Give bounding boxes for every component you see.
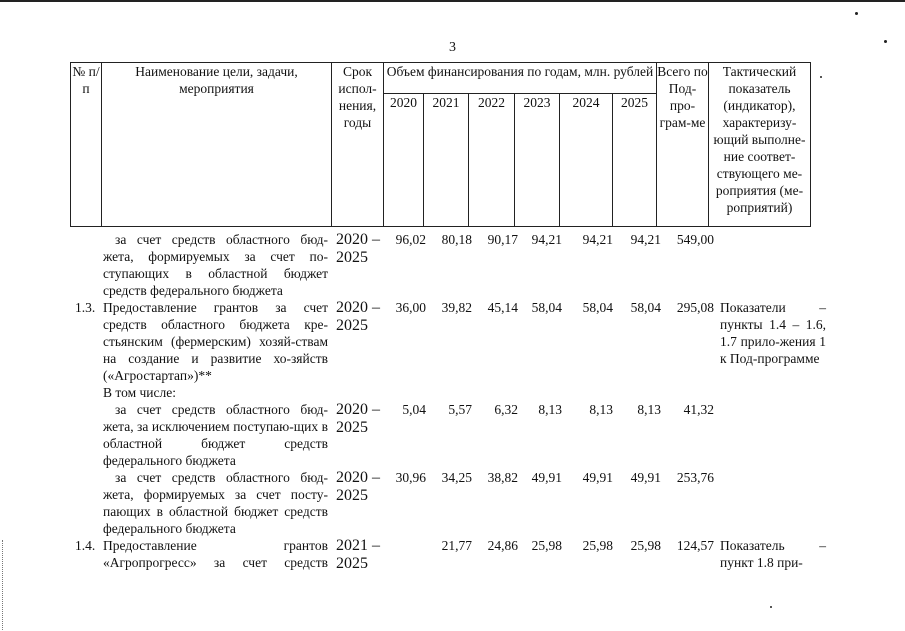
header-year: 2022: [469, 94, 515, 227]
header-table: [70, 62, 811, 227]
row-value-2023: 49,91: [531, 470, 562, 485]
header-name: Наименование цели, задачи, мероприятия: [102, 63, 332, 227]
row-value-2023: 58,04: [531, 300, 562, 315]
row-name: за счет средств областного бюд-жета, формируемых за счет по-ступающих в областной бюджет средств федерального бюджета: [103, 232, 328, 298]
row-value-2024: 94,21: [582, 232, 613, 247]
header-finance: Объем финансирования по годам, млн. рублей: [384, 63, 657, 94]
row-number: 1.3.: [75, 300, 96, 315]
header-no: № п/п: [71, 63, 102, 227]
row-value-2022: 24,86: [487, 538, 518, 553]
row-value-2020: 96,02: [395, 232, 426, 247]
page-number: 3: [449, 40, 456, 55]
row-name: Предоставление грантов «Агропрогресс» за счет средств: [103, 538, 328, 570]
row-value-2024: 58,04: [582, 300, 613, 315]
header-term: Срок испол-нения, годы: [332, 63, 384, 227]
row-term: 2020 – 2025: [336, 469, 380, 504]
row-value-2025: 49,91: [630, 470, 661, 485]
row-total: 124,57: [676, 538, 714, 553]
row-value-2023: 94,21: [531, 232, 562, 247]
row-value-2024: 49,91: [582, 470, 613, 485]
row-term: 2020 – 2025: [336, 299, 380, 334]
row-total: 295,08: [676, 300, 714, 315]
row-value-2022: 45,14: [487, 300, 518, 315]
row-value-2024: 25,98: [582, 538, 613, 553]
scan-top-edge: [0, 0, 905, 2]
row-name: за счет средств областного бюд-жета, за исключением поступаю-щих в областной бюджет средств федерального бюджета: [103, 402, 328, 468]
row-name: за счет средств областного бюд-жета, формируемых за счет посту-пающих в областной бюджет средств федерального бюджета: [103, 470, 328, 536]
header-year: 2021: [424, 94, 469, 227]
row-term: 2021 – 2025: [336, 537, 380, 572]
row-total: 549,00: [676, 232, 714, 247]
row-name: Предоставление грантов за счет средств областного бюджета кре-стьянским (фермерским) хозяй-ствам на создание и развитие хо-зяйств («Агростартап»)**: [103, 300, 328, 383]
row-value-2021: 5,57: [448, 402, 472, 417]
row-value-2024: 8,13: [589, 402, 613, 417]
row-value-2020: 36,00: [395, 300, 426, 315]
row-indicator: Показатель – пункт 1.8 при-: [720, 538, 826, 570]
header-year: 2020: [384, 94, 424, 227]
row-term: 2020 – 2025: [336, 231, 380, 266]
row-total: 253,76: [676, 470, 714, 485]
scan-speck: [770, 606, 772, 608]
header-year: 2023: [515, 94, 560, 227]
row-value-2025: 8,13: [637, 402, 661, 417]
row-value-2025: 58,04: [630, 300, 661, 315]
row-indicator: Показатели – пункты 1.4 – 1.6, 1.7 прило-жения 1 к Под-программе: [720, 300, 826, 366]
header-year: 2025: [613, 94, 657, 227]
row-value-2020: 5,04: [402, 402, 426, 417]
row-value-2025: 25,98: [630, 538, 661, 553]
row-number: 1.4.: [75, 538, 96, 553]
scan-speck: [820, 76, 822, 78]
row-value-2021: 21,77: [441, 538, 472, 553]
row-value-2022: 38,82: [487, 470, 518, 485]
header-year: 2024: [560, 94, 613, 227]
row-value-2021: 39,82: [441, 300, 472, 315]
row-value-2023: 8,13: [538, 402, 562, 417]
row-term: 2020 – 2025: [336, 401, 380, 436]
row-value-2020: 30,96: [395, 470, 426, 485]
row-name: В том числе:: [103, 385, 176, 400]
row-value-2025: 94,21: [630, 232, 661, 247]
row-value-2023: 25,98: [531, 538, 562, 553]
row-value-2021: 34,25: [441, 470, 472, 485]
scan-speck: [855, 12, 858, 15]
row-total: 41,32: [683, 402, 714, 417]
row-value-2022: 90,17: [487, 232, 518, 247]
row-value-2022: 6,32: [494, 402, 518, 417]
header-indicator: Тактический показатель (индикатор), характеризу-ющий выполне-ние соответ-ствующего ме-роприятия (ме-роприятий): [709, 63, 811, 227]
header-total: Всего по Под-про-грам-ме: [657, 63, 709, 227]
scan-left-edge: [2, 540, 17, 630]
row-value-2021: 80,18: [441, 232, 472, 247]
